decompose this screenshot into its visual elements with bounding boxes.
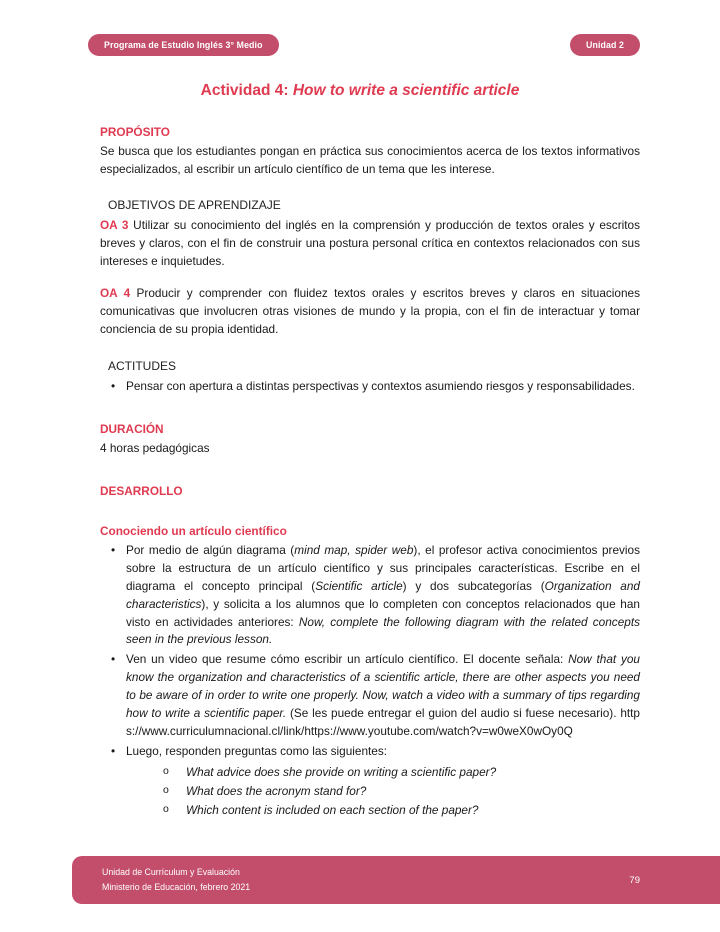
desarrollo-item-diagrama	[126, 542, 640, 650]
question-item: o What advice does she provide on writing a scientific paper?	[186, 763, 640, 782]
desarrollo-list	[100, 542, 640, 820]
oa3-label: OA 3	[100, 218, 129, 233]
video-link[interactable]: https://www.curriculumnacional.cl/link/https://www.youtube.com/watch?v=w0weX0wOy0Q	[126, 706, 640, 739]
desarrollo-item-video	[126, 651, 640, 741]
questions-list	[126, 763, 640, 820]
oa3-paragraph	[100, 217, 640, 271]
question-item: o Which content is included on each section of the paper?	[186, 801, 640, 820]
program-badge: Programa de Estudio Inglés 3° Medio	[88, 34, 279, 56]
b3-text: Luego, responden preguntas como las siguientes:	[126, 743, 388, 758]
desarrollo-item-preguntas	[126, 743, 640, 820]
duracion-text: 4 horas pedagógicas	[100, 440, 210, 455]
b1-r4: Scientific article	[315, 578, 403, 593]
actitudes-item: • Pensar con apertura a distintas perspectivas y contextos asumiendo riesgos y responsabilidades.	[126, 378, 640, 396]
b1-r2: mind map, spider web	[294, 542, 414, 557]
duracion-heading: DURACIÓN	[100, 421, 164, 436]
oa4-label: OA 4	[100, 286, 131, 301]
b1-r3: ), el profesor activa conocimientos previos sobre la estructura de un artículo científico y sus principales características. Escribe en el diagrama el concepto principal (	[126, 542, 640, 593]
proposito-text: Se busca que los estudiantes pongan en práctica sus conocimientos acerca de los textos informativos especializados, al escribir un artículo científico de un tema que les interese.	[100, 143, 640, 176]
oa3-text: Utilizar su conocimiento del inglés en la comprensión y producción de textos orales y escritos breves y claros, con el fin de construir una postura personal crítica en contextos relacionados con sus intereses e inquietudes.	[100, 218, 640, 269]
desarrollo-subheading: Conociendo un artículo científico	[100, 523, 287, 538]
activity-title-prefix: Actividad 4:	[200, 82, 293, 99]
footer-unit-line: Unidad de Currículum y Evaluación	[102, 866, 240, 877]
b1-r6: Organization and characteristics	[126, 578, 640, 611]
b1-r5: ) y dos subcategorías (	[402, 578, 545, 593]
b2-r2: Now that you know the organization and characteristics of a scientific article, there are other aspects you need to be aware of in order to write one properly. Now, watch a video with a summary of tips regarding how to write a scientific paper.	[126, 652, 640, 721]
desarrollo-heading: DESARROLLO	[100, 483, 183, 498]
footer-ministry-line: Ministerio de Educación, febrero 2021	[102, 882, 251, 892]
b1-r8: Now, complete the following diagram with the related concepts seen in the previous lesson.	[126, 614, 640, 647]
proposito-heading: PROPÓSITO	[100, 124, 170, 139]
oa4-paragraph	[100, 285, 640, 339]
b2-r1: Ven un video que resume cómo escribir un artículo científico. El docente señala:	[126, 652, 569, 667]
b2-r3: (Se les puede entregar el guion del audio si fuese necesario).	[286, 706, 621, 721]
page-header	[0, 0, 720, 56]
question-item: o What does the acronym stand for?	[186, 782, 640, 801]
footer-text	[102, 865, 250, 896]
page-content	[100, 125, 640, 820]
actitudes-list	[100, 378, 640, 396]
activity-title	[60, 82, 660, 101]
b1-r7: ), y solicita a los alumnos que lo completen con conceptos relacionados que han visto en actividades anteriores:	[126, 596, 640, 629]
oa4-text: Producir y comprender con fluidez textos orales y escritos breves y claros en situaciones comunicativas que involucren otras visiones de mundo y la propia, con el fin de interactuar y tomar conciencia de su propia identidad.	[100, 286, 640, 337]
page-footer	[72, 856, 720, 904]
actitudes-heading: ACTITUDES	[108, 358, 177, 373]
b1-r1: Por medio de algún diagrama (	[126, 542, 295, 557]
objetivos-heading: OBJETIVOS DE APRENDIZAJE	[108, 198, 281, 213]
page-number: 79	[629, 874, 640, 886]
activity-title-name: How to write a scientific article	[292, 82, 520, 99]
unit-badge: Unidad 2	[570, 34, 640, 56]
